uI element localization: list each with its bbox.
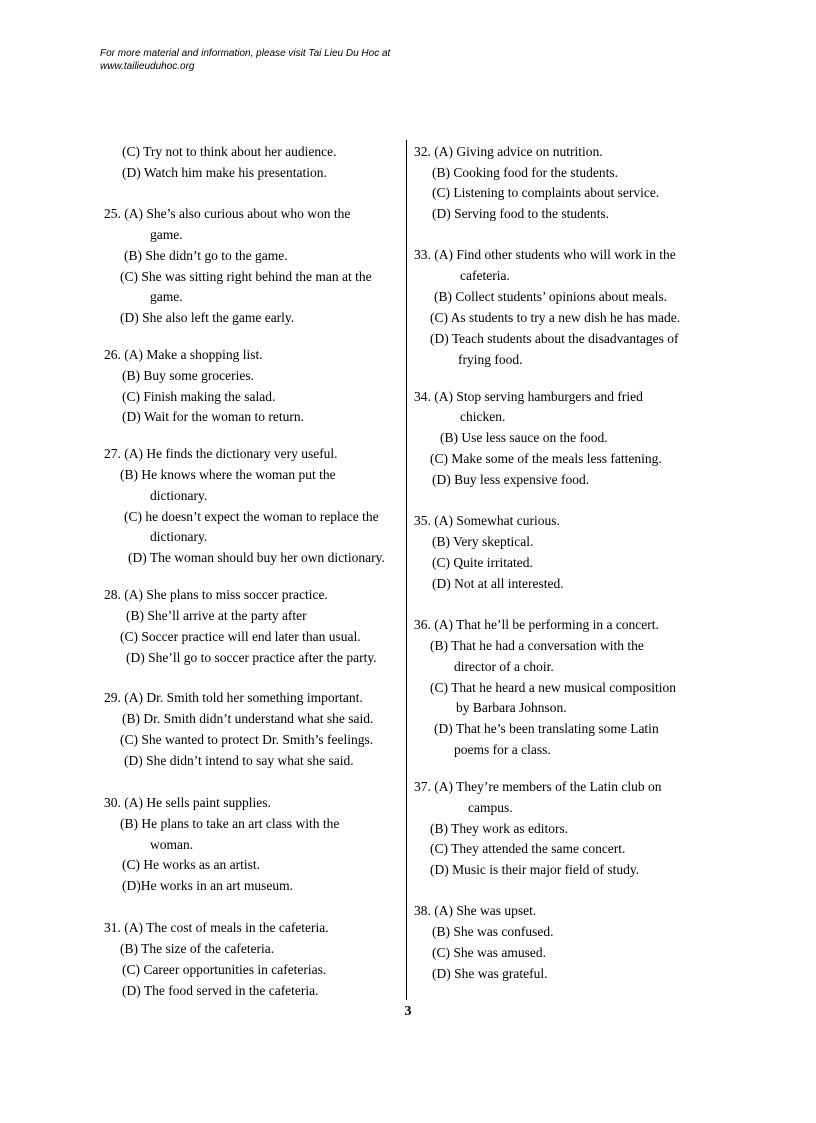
answer-line: poems for a class. [454, 742, 551, 757]
answer-line: (C) They attended the same concert. [430, 841, 626, 856]
answer-line: (C) She wanted to protect Dr. Smith’s feelings. [120, 732, 374, 747]
answer-line: (C) He works as an artist. [122, 857, 260, 872]
answer-line: (D) Music is their major field of study. [430, 862, 640, 877]
answer-line: game. [150, 289, 183, 304]
answer-line: (C) Career opportunities in cafeterias. [122, 962, 327, 977]
answer-line: (D) Not at all interested. [432, 576, 564, 591]
question-line: 38. (A) She was upset. [414, 903, 537, 918]
answer-line: dictionary. [150, 529, 208, 544]
answer-line: campus. [468, 800, 513, 815]
answer-line: (C) he doesn’t expect the woman to replace the [124, 509, 379, 524]
answer-line: (D) She also left the game early. [120, 310, 295, 325]
question-line: 31. (A) The cost of meals in the cafeteria. [104, 920, 329, 935]
answer-line: (B) He knows where the woman put the [120, 467, 336, 482]
answer-line: (B) Cooking food for the students. [432, 165, 618, 180]
answer-line: (C) Make some of the meals less fattening. [430, 451, 662, 466]
answer-line: (D) Teach students about the disadvantages of [430, 331, 679, 346]
answer-line: (B) She’ll arrive at the party after [126, 608, 307, 623]
answer-line: (C) She was amused. [432, 945, 546, 960]
question-line: 33. (A) Find other students who will work in the [414, 247, 676, 262]
answer-line: director of a choir. [454, 659, 554, 674]
answer-line: (D) That he’s been translating some Latin [434, 721, 659, 736]
answer-line: (D) The food served in the cafeteria. [122, 983, 319, 998]
answer-line: (B) Collect students’ opinions about meals. [434, 289, 667, 304]
question-line: 35. (A) Somewhat curious. [414, 513, 560, 528]
answer-line: (B) Buy some groceries. [122, 368, 254, 383]
answer-line: (D) She didn’t intend to say what she said. [124, 753, 354, 768]
answer-line: game. [150, 227, 183, 242]
answer-line: (D) Wait for the woman to return. [122, 409, 304, 424]
answer-line: (C) Finish making the salad. [122, 389, 276, 404]
answer-line: (B) Dr. Smith didn’t understand what she said. [122, 711, 374, 726]
header-line-1: For more material and information, please visit Tai Lieu Du Hoc at [100, 48, 391, 59]
answer-line: (B) She didn’t go to the game. [124, 248, 288, 263]
answer-line: (C) That he heard a new musical composition [430, 680, 677, 695]
answer-line: (B) The size of the cafeteria. [120, 941, 275, 956]
answer-line: dictionary. [150, 488, 208, 503]
answer-line: (C) Quite irritated. [432, 555, 533, 570]
answer-line: (C) She was sitting right behind the man at the [120, 269, 372, 284]
page-number: 3 [404, 1004, 412, 1019]
column-divider [406, 140, 407, 1000]
answer-line: (B) Use less sauce on the food. [440, 430, 608, 445]
answer-line: (D)He works in an art museum. [122, 878, 293, 893]
answer-line: frying food. [458, 352, 523, 367]
answer-line: (D) She’ll go to soccer practice after the party. [126, 650, 377, 665]
answer-line: (C) Try not to think about her audience. [122, 144, 337, 159]
question-line: 26. (A) Make a shopping list. [104, 347, 263, 362]
answer-line: (D) Serving food to the students. [432, 206, 609, 221]
answer-line: (B) They work as editors. [430, 821, 569, 836]
answer-line: (B) He plans to take an art class with the [120, 816, 340, 831]
question-line: 27. (A) He finds the dictionary very useful. [104, 446, 338, 461]
question-line: 32. (A) Giving advice on nutrition. [414, 144, 603, 159]
answer-line: by Barbara Johnson. [456, 700, 567, 715]
header-line-2: www.tailieuduhoc.org [100, 61, 195, 72]
answer-line: cafeteria. [460, 268, 510, 283]
answer-line: (C) Soccer practice will end later than usual. [120, 629, 361, 644]
question-line: 29. (A) Dr. Smith told her something important. [104, 690, 363, 705]
answer-line: woman. [150, 837, 194, 852]
answer-line: (D) She was grateful. [432, 966, 548, 981]
answer-line: chicken. [460, 409, 506, 424]
answer-line: (D) Watch him make his presentation. [122, 165, 327, 180]
answer-line: (C) Listening to complaints about service. [432, 185, 660, 200]
answer-line: (C) As students to try a new dish he has made. [430, 310, 681, 325]
answer-line: (B) She was confused. [432, 924, 554, 939]
answer-line: (B) That he had a conversation with the [430, 638, 644, 653]
answer-line: (B) Very skeptical. [432, 534, 534, 549]
answer-line: (D) Buy less expensive food. [432, 472, 590, 487]
question-line: 36. (A) That he’ll be performing in a concert. [414, 617, 659, 632]
question-line: 34. (A) Stop serving hamburgers and fried [414, 389, 643, 404]
question-line: 30. (A) He sells paint supplies. [104, 795, 271, 810]
page-header [100, 47, 390, 73]
question-line: 25. (A) She’s also curious about who won the [104, 206, 351, 221]
question-line: 37. (A) They’re members of the Latin club on [414, 779, 662, 794]
answer-line: (D) The woman should buy her own dictionary. [128, 550, 385, 565]
question-line: 28. (A) She plans to miss soccer practice. [104, 587, 328, 602]
